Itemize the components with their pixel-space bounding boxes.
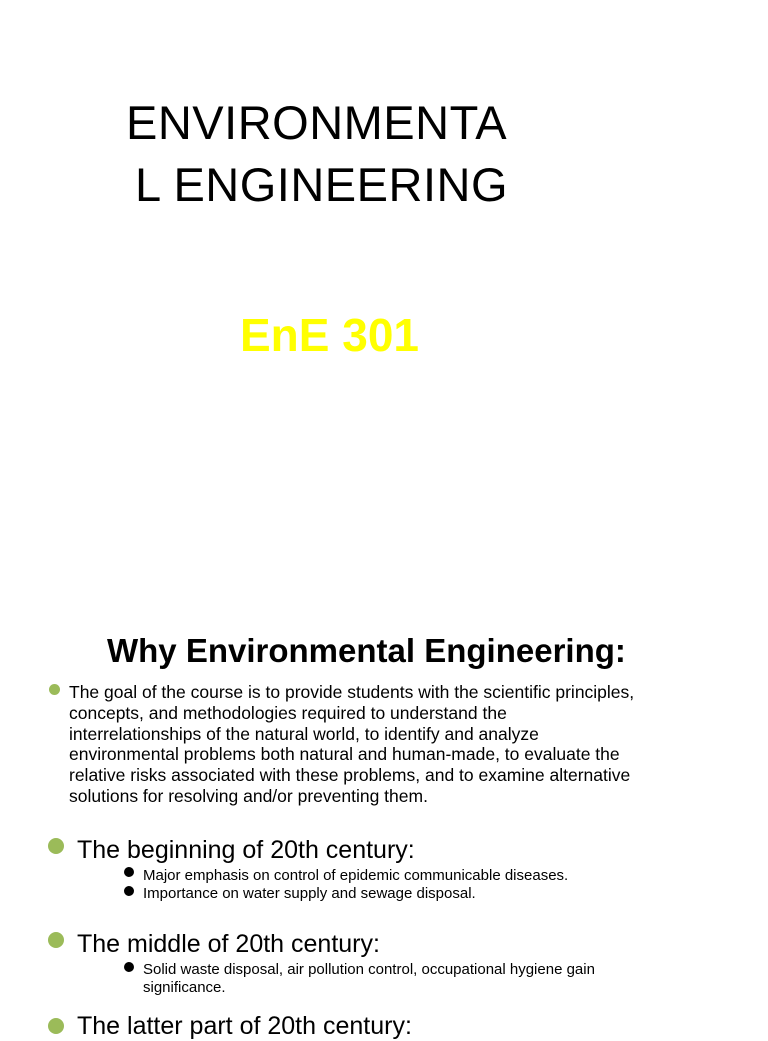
section-title: The latter part of 20th century: [77, 1012, 412, 1040]
bullet-icon [124, 867, 134, 877]
bullet-icon [124, 962, 134, 972]
slide-title [126, 92, 546, 216]
intro-line: solutions for resolving and/or preventing them. [69, 785, 428, 806]
course-code: EnE 301 [240, 309, 419, 361]
slide-title-line-2: L ENGINEERING [135, 158, 508, 211]
intro-line: relative risks associated with these problems, and to examine alternative [69, 765, 631, 786]
intro-line: interrelationships of the natural world, to identify and analyze [69, 723, 539, 744]
bullet-icon [49, 684, 60, 695]
intro-line: environmental problems both natural and human-made, to evaluate the [69, 744, 620, 765]
slide-title-line-1: ENVIRONMENTA [126, 96, 508, 149]
section-title: The middle of 20th century: [77, 930, 380, 958]
intro-line: The goal of the course is to provide students with the scientific principles, [69, 682, 635, 702]
content-slide [0, 600, 768, 1040]
bullet-icon [124, 886, 134, 896]
slide-heading: Why Environmental Engineering: [107, 632, 626, 669]
list-item: Major emphasis on control of epidemic communicable diseases. [143, 867, 569, 884]
list-item-line: significance. [143, 979, 226, 996]
intro-paragraph [69, 682, 759, 807]
bullet-icon [48, 1018, 64, 1034]
section-title: The beginning of 20th century: [77, 836, 415, 864]
bullet-icon [48, 932, 64, 948]
list-item-line: Solid waste disposal, air pollution control, occupational hygiene gain [143, 961, 595, 978]
list-item [143, 961, 595, 997]
list-item: Importance on water supply and sewage disposal. [143, 885, 476, 902]
bullet-icon [48, 838, 64, 854]
intro-line: concepts, and methodologies required to understand the [69, 702, 507, 723]
